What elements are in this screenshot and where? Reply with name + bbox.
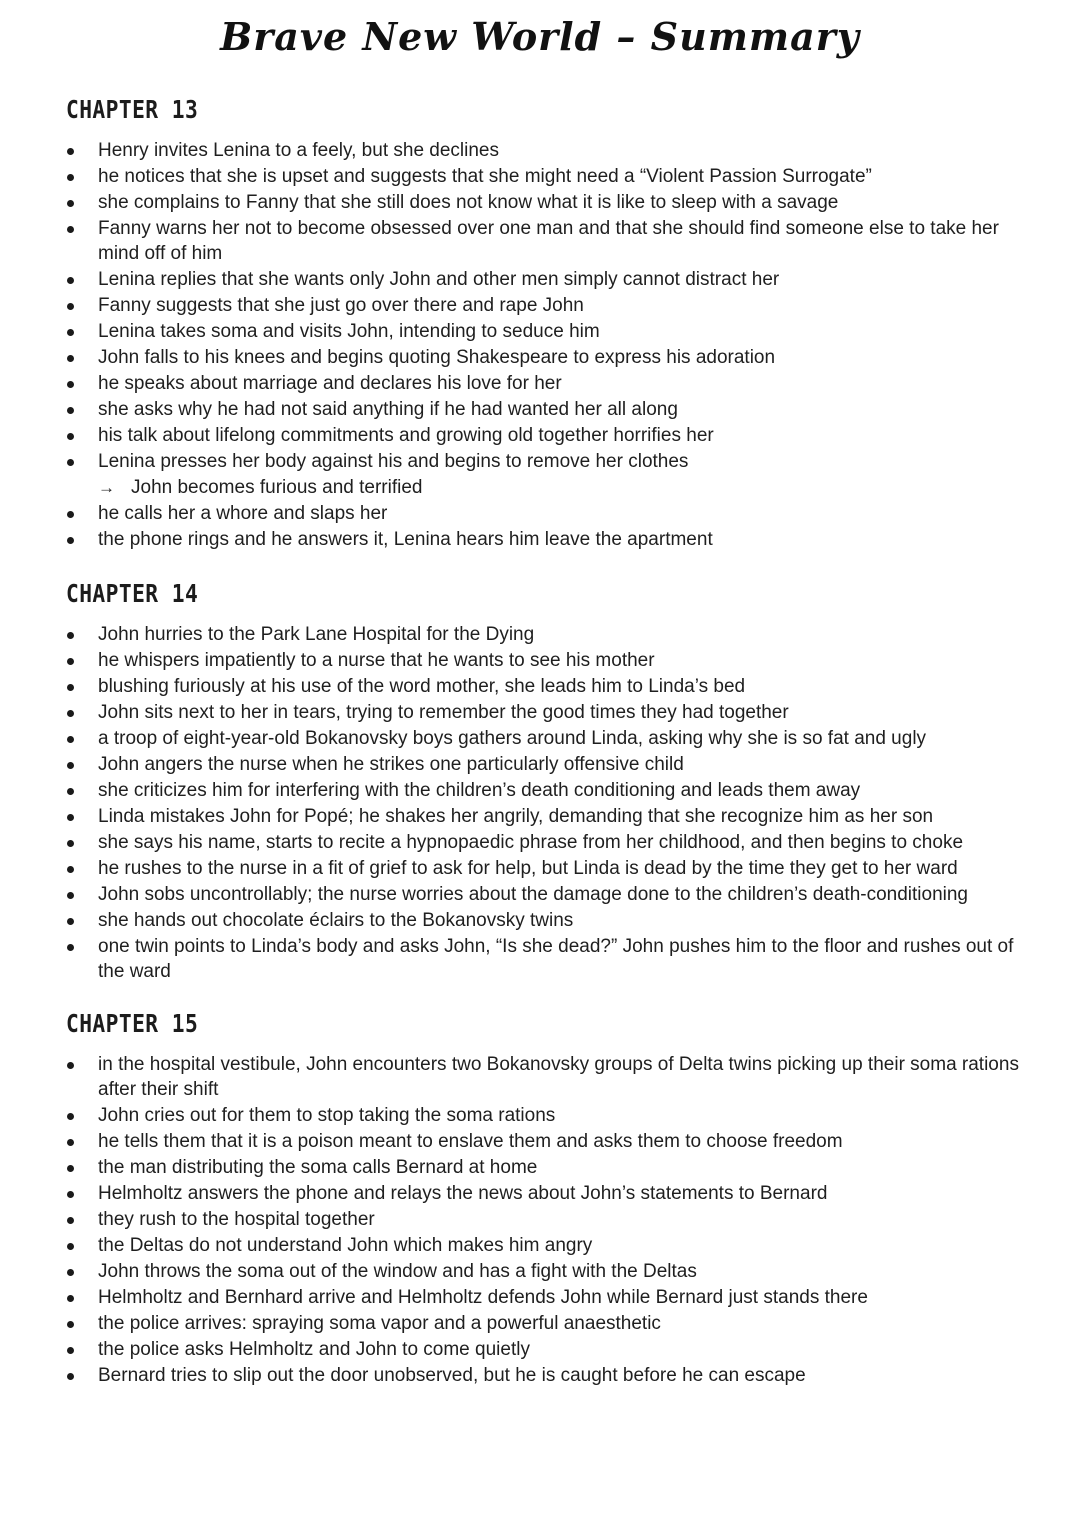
- bullet-text: Fanny suggests that she just go over there and rape John: [98, 295, 584, 316]
- bullet-item: [66, 423, 1020, 448]
- bullet-dot-icon: [67, 1113, 74, 1120]
- bullet-item: [66, 319, 1020, 344]
- bullet-item: [66, 856, 1020, 881]
- bullet-text: he rushes to the nurse in a fit of grief to ask for help, but Linda is dead by the time they get to her ward: [98, 858, 958, 879]
- bullet-text: his talk about lifelong commitments and growing old together horrifies her: [98, 425, 714, 446]
- bullet-dot-icon: [67, 226, 74, 233]
- bullet-item: [66, 648, 1020, 673]
- bullet-text: John cries out for them to stop taking the soma rations: [98, 1105, 556, 1126]
- bullet-dot-icon: [67, 174, 74, 181]
- bullet-item: [66, 190, 1020, 215]
- bullet-item: [66, 1285, 1020, 1310]
- bullet-dot-icon: [67, 433, 74, 440]
- bullet-dot-icon: [67, 658, 74, 665]
- bullet-text: one twin points to Linda’s body and asks John, “Is she dead?” John pushes him to the floor and rushes out of the ward: [98, 936, 1014, 982]
- bullet-item: [66, 882, 1020, 907]
- bullet-dot-icon: [67, 537, 74, 544]
- bullet-dot-icon: [67, 1165, 74, 1172]
- bullet-item: [66, 501, 1020, 526]
- bullet-item: [66, 449, 1020, 474]
- bullet-text: the phone rings and he answers it, Lenina hears him leave the apartment: [98, 529, 713, 550]
- bullet-item: [66, 1207, 1020, 1232]
- bullet-text: the man distributing the soma calls Bernard at home: [98, 1157, 538, 1178]
- bullet-text: she complains to Fanny that she still does not know what it is like to sleep with a savage: [98, 192, 839, 213]
- bullet-text: John sobs uncontrollably; the nurse worries about the damage done to the children’s death-conditioning: [98, 884, 968, 905]
- bullet-item: [66, 293, 1020, 318]
- bullet-text: he tells them that it is a poison meant to enslave them and asks them to choose freedom: [98, 1131, 843, 1152]
- bullet-text: she hands out chocolate éclairs to the Bokanovsky twins: [98, 910, 574, 931]
- bullet-item: [66, 1363, 1020, 1388]
- bullet-item: [66, 1103, 1020, 1128]
- bullet-item: [66, 908, 1020, 933]
- bullet-text: the police asks Helmholtz and John to come quietly: [98, 1339, 530, 1360]
- bullet-item: [66, 216, 1020, 266]
- bullet-dot-icon: [67, 814, 74, 821]
- chapter-14-section: [66, 578, 1020, 985]
- bullet-text: Lenina takes soma and visits John, intending to seduce him: [98, 321, 600, 342]
- bullet-item: [66, 1052, 1020, 1102]
- bullet-text: he notices that she is upset and suggests that she might need a “Violent Passion Surrogate”: [98, 166, 872, 187]
- bullet-dot-icon: [67, 866, 74, 873]
- bullet-item: [66, 397, 1020, 422]
- bullet-item: [66, 752, 1020, 777]
- bullet-item: [66, 700, 1020, 725]
- bullet-item: [66, 1311, 1020, 1336]
- bullet-dot-icon: [67, 710, 74, 717]
- bullet-item: [66, 527, 1020, 552]
- bullet-dot-icon: [67, 1062, 74, 1069]
- bullet-item: [66, 726, 1020, 751]
- bullet-item: [66, 1129, 1020, 1154]
- bullet-dot-icon: [67, 407, 74, 414]
- bullet-item: [66, 345, 1020, 370]
- bullet-dot-icon: [67, 944, 74, 951]
- bullet-text: blushing furiously at his use of the word mother, she leads him to Linda’s bed: [98, 676, 746, 697]
- bullet-text: she criticizes him for interfering with the children’s death conditioning and leads them away: [98, 780, 861, 801]
- bullet-list: [66, 1052, 1020, 1388]
- bullet-text: she says his name, starts to recite a hypnopaedic phrase from her childhood, and then begins to choke: [98, 832, 964, 853]
- bullet-text: John throws the soma out of the window and has a fight with the Deltas: [98, 1261, 697, 1282]
- bullet-item: [66, 1259, 1020, 1284]
- bullet-text: John angers the nurse when he strikes one particularly offensive child: [98, 754, 684, 775]
- bullet-dot-icon: [67, 762, 74, 769]
- bullet-dot-icon: [67, 1321, 74, 1328]
- bullet-dot-icon: [67, 1269, 74, 1276]
- bullet-dot-icon: [67, 892, 74, 899]
- bullet-text: he whispers impatiently to a nurse that he wants to see his mother: [98, 650, 655, 671]
- bullet-text: Linda mistakes John for Popé; he shakes her angrily, demanding that she recognize him as her son: [98, 806, 934, 827]
- bullet-item: [66, 371, 1020, 396]
- bullet-dot-icon: [67, 1295, 74, 1302]
- bullet-text: Fanny warns her not to become obsessed over one man and that she should find someone else to take her mind off of him: [98, 218, 999, 264]
- bullet-list: [66, 138, 1020, 552]
- bullet-dot-icon: [67, 1347, 74, 1354]
- bullet-dot-icon: [67, 355, 74, 362]
- bullet-text: the Deltas do not understand John which makes him angry: [98, 1235, 593, 1256]
- chapter-13-section: [66, 94, 1020, 553]
- bullet-item: [66, 830, 1020, 855]
- bullet-text: Helmholtz and Bernhard arrive and Helmholtz defends John while Bernard just stands there: [98, 1287, 868, 1308]
- bullet-dot-icon: [67, 840, 74, 847]
- bullet-dot-icon: [67, 918, 74, 925]
- arrow-right-icon: →: [98, 478, 115, 497]
- bullet-item: [66, 934, 1020, 984]
- bullet-item: [66, 267, 1020, 292]
- bullet-list: [66, 622, 1020, 984]
- bullet-text: John hurries to the Park Lane Hospital for the Dying: [98, 624, 535, 645]
- bullet-dot-icon: [67, 736, 74, 743]
- bullet-dot-icon: [67, 511, 74, 518]
- bullet-dot-icon: [67, 329, 74, 336]
- bullet-item: [66, 778, 1020, 803]
- page-title: Brave New World – Summary: [220, 14, 860, 59]
- bullet-dot-icon: [67, 381, 74, 388]
- bullet-text: he calls her a whore and slaps her: [98, 503, 388, 524]
- bullet-dot-icon: [67, 684, 74, 691]
- bullet-text: they rush to the hospital together: [98, 1209, 375, 1230]
- bullet-item: [66, 622, 1020, 647]
- bullet-dot-icon: [67, 1217, 74, 1224]
- bullet-dot-icon: [67, 788, 74, 795]
- bullet-item: [66, 1233, 1020, 1258]
- bullet-item: [66, 674, 1020, 699]
- bullet-dot-icon: [67, 303, 74, 310]
- bullet-item: [66, 164, 1020, 189]
- bullet-text: the police arrives: spraying soma vapor and a powerful anaesthetic: [98, 1313, 661, 1334]
- bullet-dot-icon: [67, 1373, 74, 1380]
- bullet-dot-icon: [67, 459, 74, 466]
- bullet-dot-icon: [67, 632, 74, 639]
- bullet-item: [66, 1155, 1020, 1180]
- bullet-text: John sits next to her in tears, trying to remember the good times they had together: [98, 702, 789, 723]
- sub-bullet-item: [66, 475, 1020, 500]
- bullet-text: John falls to his knees and begins quoting Shakespeare to express his adoration: [98, 347, 776, 368]
- chapter-heading: CHAPTER 14: [66, 579, 199, 608]
- bullet-item: [66, 804, 1020, 829]
- bullet-text: Lenina replies that she wants only John and other men simply cannot distract her: [98, 269, 780, 290]
- bullet-item: [66, 1337, 1020, 1362]
- bullet-text: Henry invites Lenina to a feely, but she declines: [98, 140, 499, 161]
- bullet-text: John becomes furious and terrified: [131, 477, 423, 498]
- bullet-text: Bernard tries to slip out the door unobserved, but he is caught before he can escape: [98, 1365, 806, 1386]
- chapter-heading: CHAPTER 15: [66, 1009, 199, 1038]
- chapter-heading: CHAPTER 13: [66, 95, 199, 124]
- bullet-text: Helmholtz answers the phone and relays the news about John’s statements to Bernard: [98, 1183, 828, 1204]
- bullet-dot-icon: [67, 1139, 74, 1146]
- bullet-dot-icon: [67, 200, 74, 207]
- bullet-text: he speaks about marriage and declares his love for her: [98, 373, 562, 394]
- bullet-text: Lenina presses her body against his and begins to remove her clothes: [98, 451, 689, 472]
- bullet-dot-icon: [67, 277, 74, 284]
- bullet-item: [66, 138, 1020, 163]
- bullet-dot-icon: [67, 1191, 74, 1198]
- bullet-item: [66, 1181, 1020, 1206]
- chapter-15-section: [66, 1008, 1020, 1389]
- bullet-dot-icon: [67, 1243, 74, 1250]
- bullet-dot-icon: [67, 148, 74, 155]
- bullet-text: she asks why he had not said anything if he had wanted her all along: [98, 399, 678, 420]
- bullet-text: a troop of eight-year-old Bokanovsky boys gathers around Linda, asking why she is so fat and ugly: [98, 728, 927, 749]
- bullet-text: in the hospital vestibule, John encounters two Bokanovsky groups of Delta twins picking up their soma rations after their shift: [98, 1054, 1019, 1100]
